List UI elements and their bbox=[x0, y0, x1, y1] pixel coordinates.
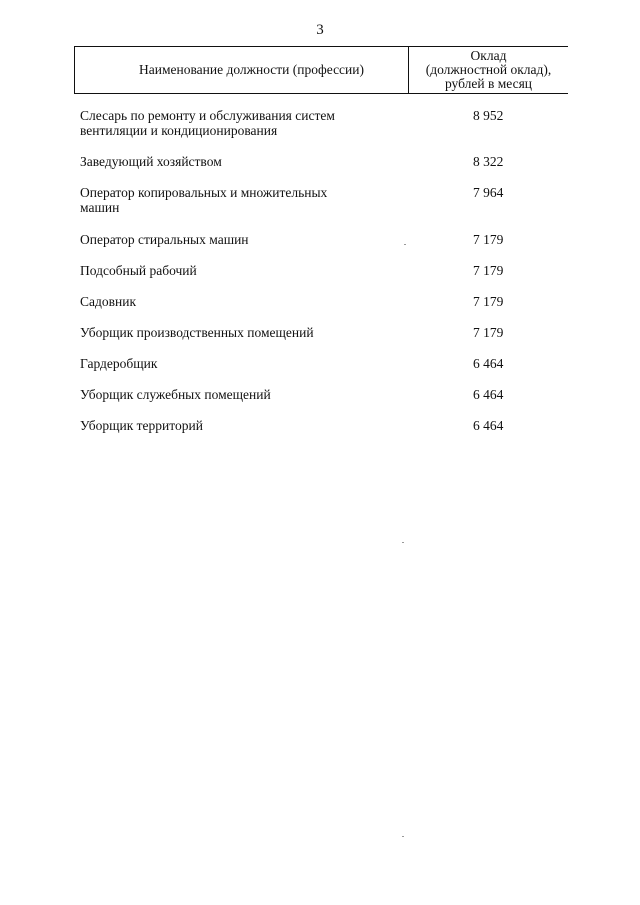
position-name-line: Уборщик территорий bbox=[80, 418, 203, 433]
scan-speck bbox=[402, 542, 404, 543]
position-name bbox=[80, 387, 380, 402]
salary-value: 7 964 bbox=[473, 185, 504, 200]
header-salary-line: (должностной оклад), bbox=[425, 62, 552, 77]
salary-value: 6 464 bbox=[473, 356, 504, 371]
position-name bbox=[80, 356, 380, 371]
header-salary-line: Оклад bbox=[470, 48, 507, 63]
table-row bbox=[80, 185, 560, 232]
table-row bbox=[80, 356, 560, 387]
header-salary-line: рублей в месяц bbox=[444, 76, 533, 91]
table-row bbox=[80, 263, 560, 294]
scan-speck bbox=[404, 244, 406, 245]
position-name-line: Гардеробщик bbox=[80, 356, 158, 371]
position-name-line: Слесарь по ремонту и обслуживания систем bbox=[80, 108, 335, 123]
salary-value: 7 179 bbox=[473, 294, 504, 309]
salary-value: 6 464 bbox=[473, 387, 504, 402]
position-name-line: Заведующий хозяйством bbox=[80, 154, 222, 169]
table-row bbox=[80, 294, 560, 325]
header-salary-column bbox=[409, 47, 568, 93]
position-name bbox=[80, 294, 380, 309]
position-name-line: Подсобный рабочий bbox=[80, 263, 197, 278]
salary-value: 6 464 bbox=[473, 418, 504, 433]
table-row bbox=[80, 418, 560, 449]
salary-value: 7 179 bbox=[473, 325, 504, 340]
table-row bbox=[80, 154, 560, 185]
table-row bbox=[80, 232, 560, 263]
salary-value: 8 322 bbox=[473, 154, 504, 169]
scan-speck bbox=[402, 836, 404, 837]
salary-value: 7 179 bbox=[473, 232, 504, 247]
position-name-line: Оператор стиральных машин bbox=[80, 232, 249, 247]
table-row bbox=[80, 108, 560, 154]
position-name bbox=[80, 108, 380, 138]
position-name bbox=[80, 232, 380, 247]
table-row bbox=[80, 325, 560, 356]
table-body bbox=[80, 108, 560, 449]
position-name bbox=[80, 325, 380, 340]
position-name-line: вентиляции и кондиционирования bbox=[80, 123, 278, 138]
salary-value: 7 179 bbox=[473, 263, 504, 278]
position-name bbox=[80, 154, 380, 169]
table-header bbox=[74, 46, 568, 94]
position-name bbox=[80, 263, 380, 278]
position-name-line: Уборщик производственных помещений bbox=[80, 325, 314, 340]
position-name-line: Садовник bbox=[80, 294, 136, 309]
position-name-line: Оператор копировальных и множительных bbox=[80, 185, 328, 200]
page-number: 3 bbox=[316, 22, 324, 38]
position-name bbox=[80, 185, 380, 215]
header-name-column: Наименование должности (профессии) bbox=[75, 47, 409, 93]
position-name-line: машин bbox=[80, 200, 120, 215]
table-row bbox=[80, 387, 560, 418]
position-name-line: Уборщик служебных помещений bbox=[80, 387, 271, 402]
salary-value: 8 952 bbox=[473, 108, 504, 123]
position-name bbox=[80, 418, 380, 433]
